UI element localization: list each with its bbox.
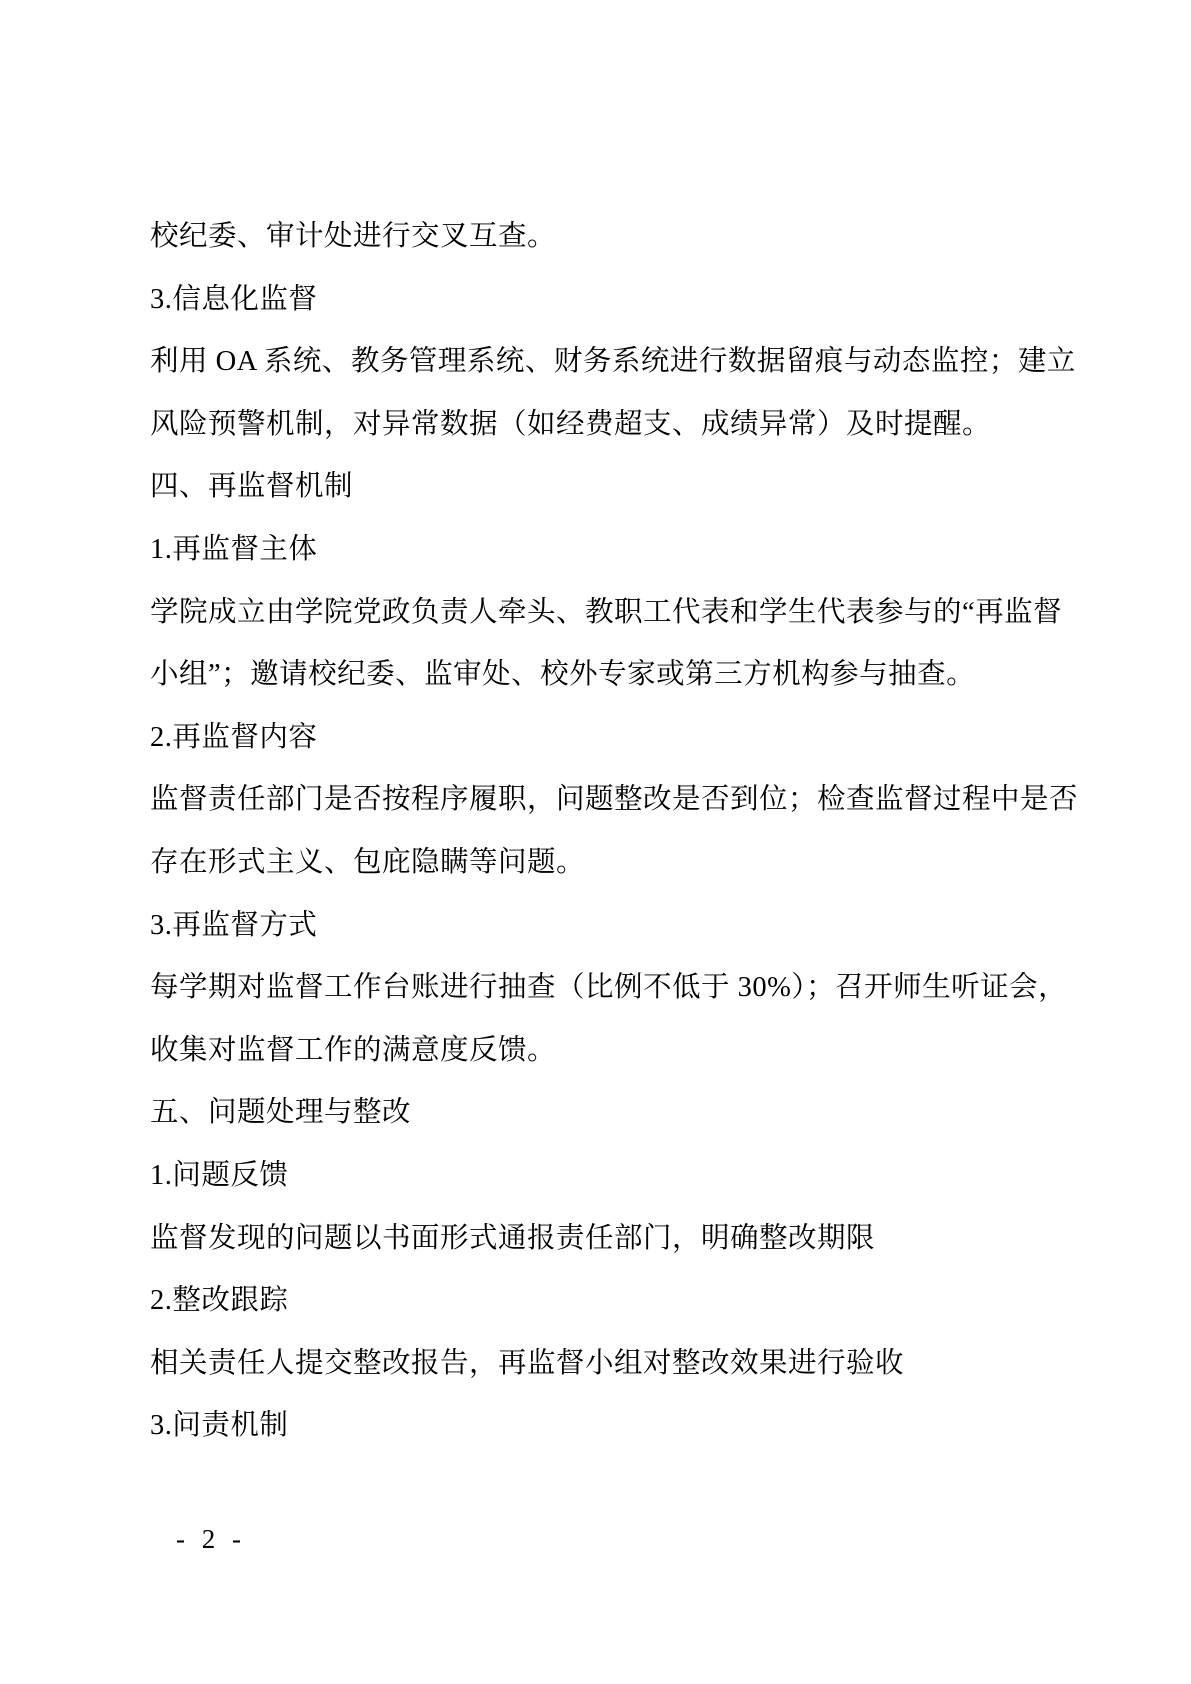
document-line: 监督发现的问题以书面形式通报责任部门，明确整改期限 xyxy=(150,1222,876,1254)
document-line: 监督责任部门是否按程序履职，问题整改是否到位；检查监督过程中是否 xyxy=(150,784,1079,816)
document-heading-2-rectification-tracking: 2.整改跟踪 xyxy=(150,1285,289,1317)
document-body xyxy=(150,206,1079,1458)
document-line: 每学期对监督工作台账进行抽查（比例不低于 30%）；召开师生听证会， xyxy=(150,972,1068,1004)
document-line: 学院成立由学院党政负责人牵头、教职工代表和学生代表参与的“再监督 xyxy=(150,596,1063,628)
document-line: 存在形式主义、包庇隐瞒等问题。 xyxy=(150,846,586,878)
page-number: - 2 - xyxy=(176,1524,246,1554)
document-heading-3-accountability: 3.问责机制 xyxy=(150,1410,289,1442)
document-heading-3-info-supervision: 3.信息化监督 xyxy=(150,283,318,315)
document-heading-2-resupervision-content: 2.再监督内容 xyxy=(150,721,318,753)
document-line: 相关责任人提交整改报告，再监督小组对整改效果进行验收 xyxy=(150,1347,905,1379)
document-heading-1-problem-feedback: 1.问题反馈 xyxy=(150,1159,289,1191)
document-line: 校纪委、审计处进行交叉互查。 xyxy=(150,221,557,252)
document-line: 小组”；邀请校纪委、监审处、校外专家或第三方机构参与抽查。 xyxy=(150,659,976,691)
document-heading-1-resupervision-subject: 1.再监督主体 xyxy=(150,533,318,565)
document-heading-3-resupervision-method: 3.再监督方式 xyxy=(150,909,318,941)
document-heading-section-4: 四、再监督机制 xyxy=(150,471,354,503)
document-line: 利用 OA 系统、教务管理系统、财务系统进行数据留痕与动态监控；建立 xyxy=(150,346,1076,378)
document-line: 收集对监督工作的满意度反馈。 xyxy=(150,1034,557,1066)
document-heading-section-5: 五、问题处理与整改 xyxy=(150,1097,412,1129)
document-line: 风险预警机制，对异常数据（如经费超支、成绩异常）及时提醒。 xyxy=(150,408,992,440)
